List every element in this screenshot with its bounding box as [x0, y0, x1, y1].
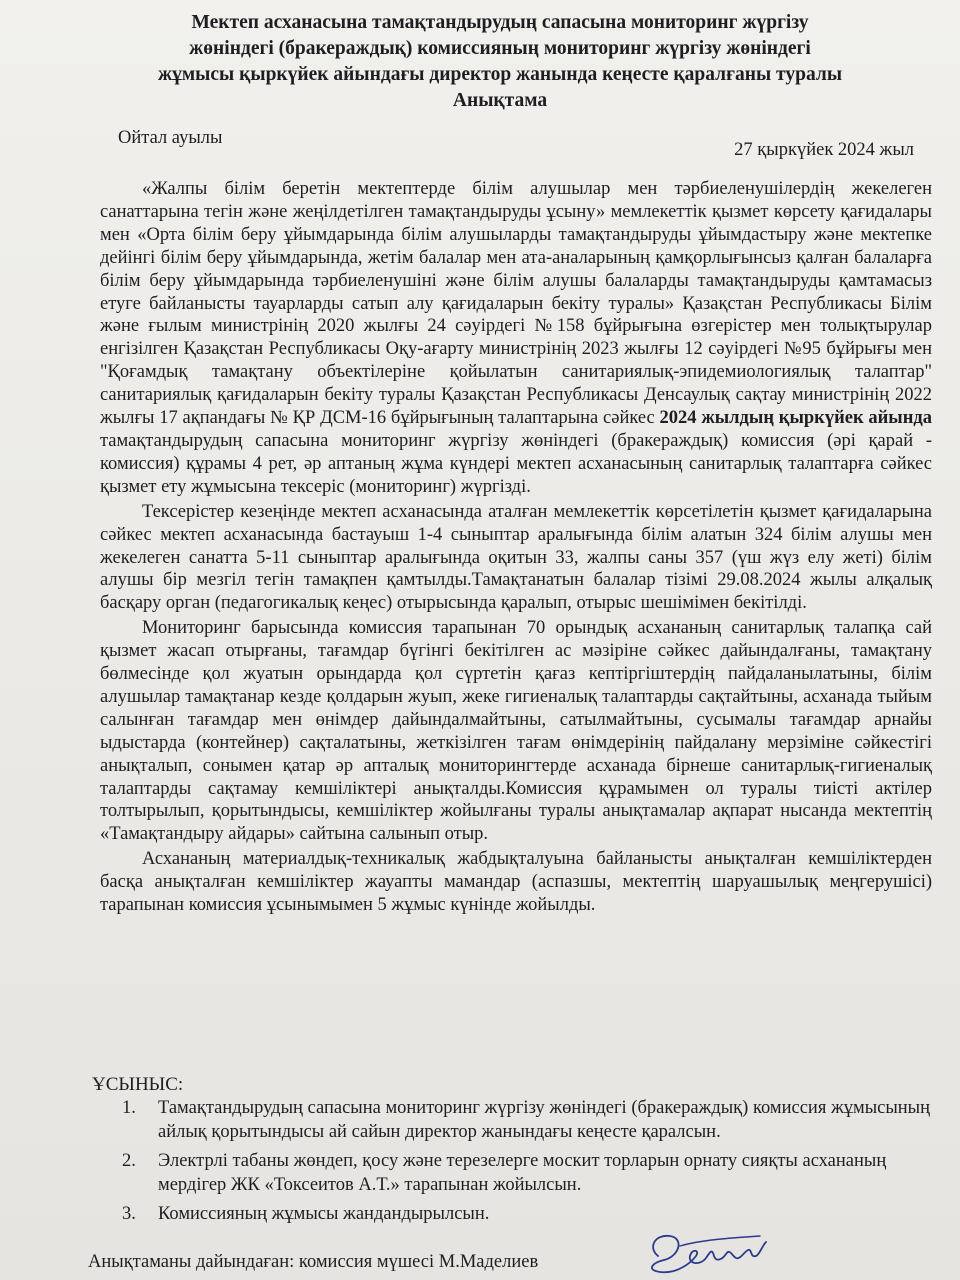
paragraph-2: Тексерістер кезеңінде мектеп асханасында аталған мемлекеттік көрсетілетін қызмет қағидаларына сәйкес мектеп асханасында бастауыш 1-4 сыныптар аралығында білім алатын 324 білім алушы мен жекелеген санатта 5-11 сыныптар аралығында оқитын 33, жалпы саны 357 (үш жүз елу жеті) білім алушы бір мезгіл тегін тамақпен қамтылды.Тамақтанатын балалар тізімі 29.08.2024 жылы алқалық басқару орган (педагогикалық кеңес) отырысында қаралып, отырыс шешімімен бекітілді.	[100, 501, 932, 614]
document-title	[120, 10, 880, 114]
title-line-4: Анықтама	[452, 90, 548, 111]
paragraph-4: Асхананың материалдық-техникалық жабдықталуына байланысты анықталған кемшіліктерден басқа анықталған кемшіліктер жауапты мамандар (аспазшы, мектептің шаруашылық меңгерушісі) тарапынан комиссия ұсынымымен 5 жұмыс күнінде жойылды.	[100, 849, 932, 916]
proposal-text: Комиссияның жұмысы жандандырылсын.	[158, 1204, 490, 1224]
document-date: 27 қыркүйек 2024 жыл	[734, 140, 914, 160]
document-place: Ойтал ауылы	[118, 128, 223, 148]
title-line-3: жұмысы қыркүйек айындағы директор жанында кеңесте қаралғаны туралы	[157, 64, 843, 85]
document-body	[100, 178, 932, 917]
title-line-1: Мектеп асханасына тамақтандырудың сапасына мониторинг жүргізу	[191, 12, 809, 33]
proposal-item	[122, 1202, 942, 1226]
proposal-item	[122, 1149, 942, 1197]
proposal-number: 3.	[122, 1204, 136, 1224]
proposal-text: Электрлі табаны жөндеп, қосу және терезелерге москит торларын орнату сияқты асхананың мердігер ЖК «Токсеитов А.Т.» тарапынан жойылсын.	[158, 1151, 887, 1195]
paragraph-1	[100, 178, 932, 499]
handwritten-signature	[640, 1226, 780, 1280]
proposals-heading: ҰСЫНЫС:	[92, 1074, 184, 1095]
proposal-text: Тамақтандырудың сапасына мониторинг жүргізу жөніндегі (бракераждық) комиссия жұмысының айлық қорытындысы ай сайын директор жанындағы кеңесте қаралсын.	[158, 1098, 930, 1142]
paragraph-1-end: тамақтандырудың сапасына мониторинг жүргізу жөніндегі (бракераждық) комиссия (әрі қарай - комиссия) құрамы 4 рет, әр аптаның жұма күндері мектеп асханасының санитарлық талаптарға сәйкес қызмет ету жұмысына тексеріс (мониторинг) жүргізді.	[100, 430, 932, 497]
title-line-2: жөніндегі (бракераждық) комиссияның мониторинг жүргізу жөніндегі	[189, 38, 811, 59]
paragraph-1-start: «Жалпы білім беретін мектептерде білім алушылар мен тәрбиеленушілердің жекелеген санаттарына тегін және жеңілдетілген тамақтандыруды ұсыну» мемлекеттік қызмет көрсету қағидалары мен «Орта білім беру ұйымдарында білім алушыларды тамақтандыруды ұйымдастыру және мектепке дейінгі білім беру ұйымдарында, жетім балалар мен ата-аналарының қамқорлығынсыз қалған балаларға білім беру ұйымдарында тәрбиеленушіні және білім алушы балаларды тамақтандыруды қамтамасыз етуге байланысты тауарларды сатып алу қағидаларын бекіту туралы» Қазақстан Республикасы Білім және ғылым министрінің 2020 жылғы 24 сәуірдегі №158 бұйрығына өзгерістер мен толықтырулар енгізілген Қазақстан Республикасы Оқу-ағарту министрінің 2023 жылғы 12 сәуірдегі №95 бұйрығы мен "Қоғамдық тамақтану объектілеріне қойылатын санитариялық-эпидемиологиялық талаптар" санитариялық қағидаларын бекіту туралы Қазақстан Республикасы Денсаулық сақтау министрінің 2022 жылғы 17 ақпандағы № ҚР ДСМ-16 бұйрығының талаптарына сәйкес	[100, 179, 932, 429]
paragraph-1-bold-period: 2024 жылдың қыркүйек айында	[659, 408, 933, 429]
proposal-number: 1.	[122, 1098, 136, 1118]
prepared-by-line: Анықтаманы дайындаған: комиссия мүшесі М.Маделиев	[88, 1252, 539, 1272]
proposals-list	[122, 1096, 942, 1231]
paragraph-3: Мониторинг барысында комиссия тарапынан 70 орындық асхананың санитарлық талапқа сай қызмет жасап отырғаны, тағамдар бүгінгі бекітілген ас мәзіріне сәйкес дайындалғаны, тамақтану бөлмесінде қол жуатын орындарда қол сүртетін қағаз кептіргіштердің пайдаланылатыны, білім алушылар тамақтанар кезде қолдарын жуып, жеке гигиеналық талаптарды сақтайтыны, асханада тыйым салынған тағамдар мен өнімдер дайындалмайтыны, сатылмайтыны, сусымалы тағамдар арнайы ыдыстарда (контейнер) сақталатыны, жеткізілген тағам өнімдерінің пайдалану мерзіміне сәйкестігі анықталып, сонымен қатар әр апталық мониторингтерде асханада бірнеше санитарлық-гигиеналық талаптарды сақтамау кемшіліктері анықталды.Комиссия құрамымен ол туралы тиісті актілер толтырылып, қорытындысы, кемшіліктер жойылғаны туралы анықтамалар ақпарат нысанда мектептің «Тамақтандыру айдары» сайтына салынып отыр.	[100, 618, 932, 845]
proposal-number: 2.	[122, 1151, 136, 1171]
proposal-item	[122, 1096, 942, 1144]
